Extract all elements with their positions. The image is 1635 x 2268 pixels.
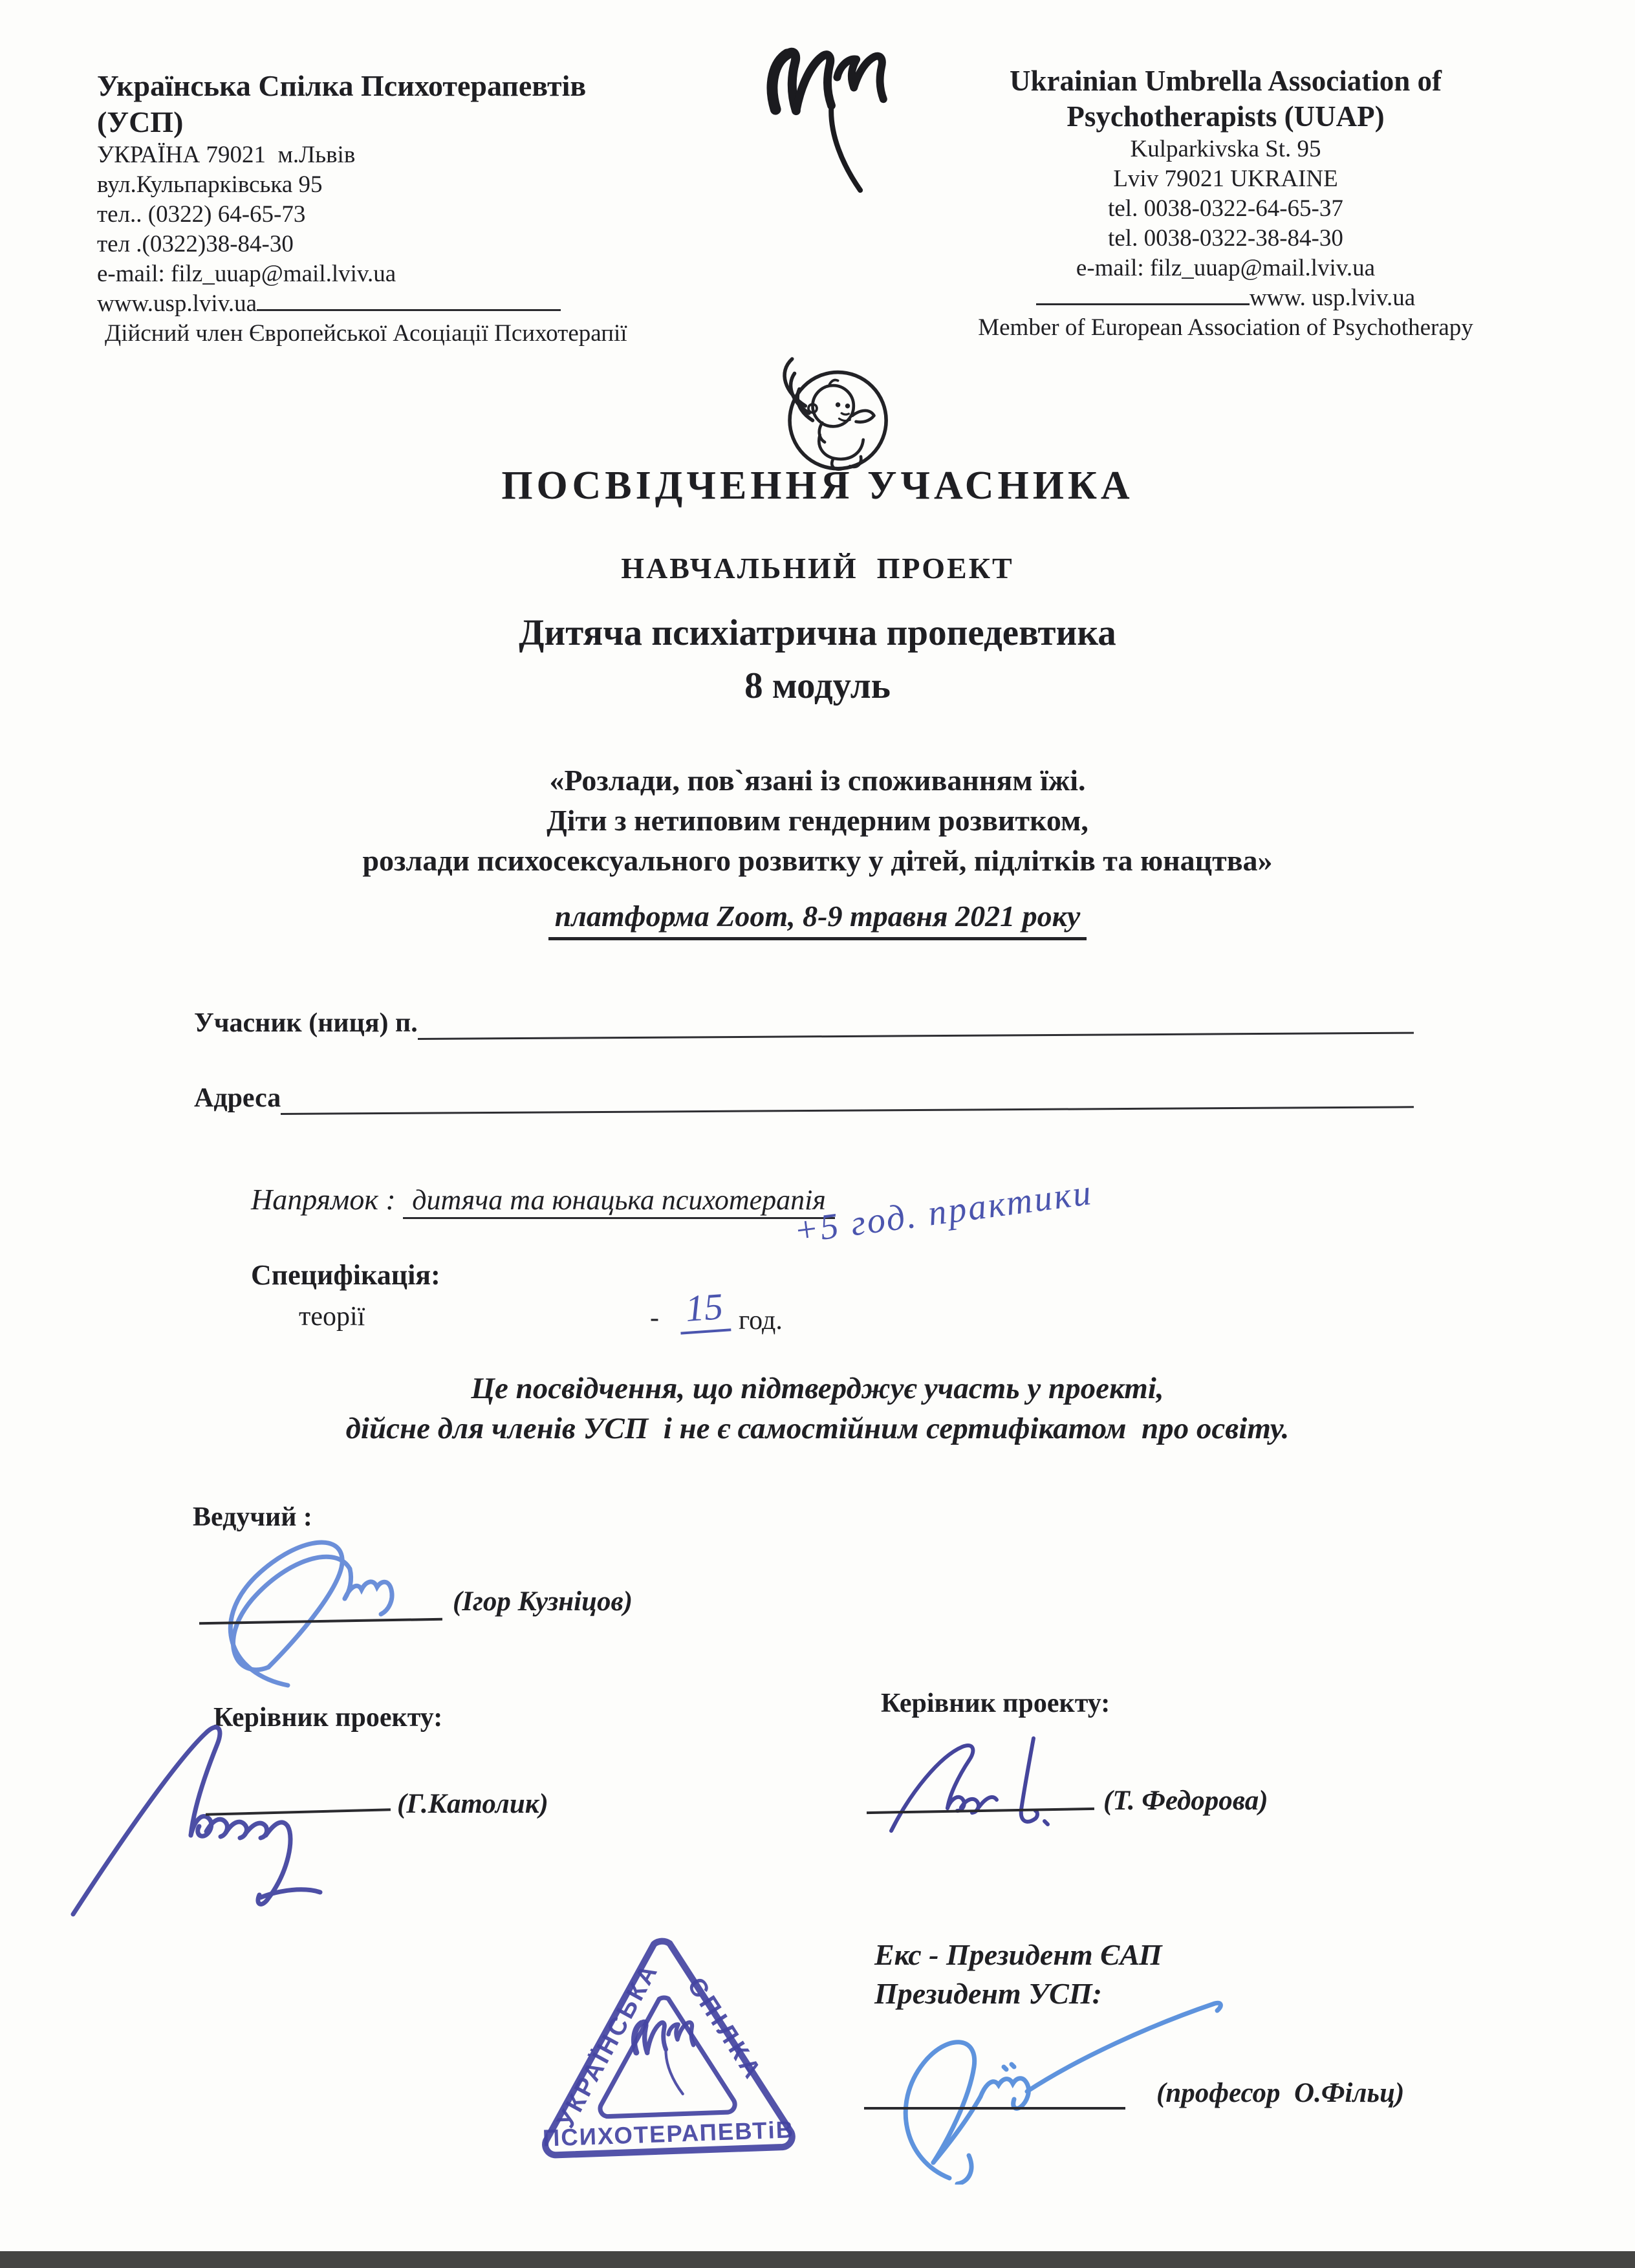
- theory-dash: -: [650, 1303, 659, 1333]
- direction-value: дитяча та юнацька психотерапія: [403, 1184, 835, 1219]
- direction-label: Напрямок :: [251, 1183, 396, 1216]
- ruled-line: [1036, 284, 1250, 305]
- stamp-text-left: УКРАЇНСЬКА: [552, 1958, 664, 2133]
- org-address-uk-2: вул.Кульпарківська 95: [97, 171, 323, 198]
- theme-line3: розлади психосексуального розвитку у дітей, підлітків та юнацтва»: [362, 844, 1273, 877]
- signature-fedorova: [875, 1731, 1092, 1844]
- signature-katolyk: [67, 1709, 403, 1922]
- handwritten-practice-note: +5 год. практики: [791, 1172, 1096, 1252]
- stamp-text-right: СПІЛКА: [681, 1972, 768, 2087]
- org-address-en-1: Kulparkivska St. 95: [1130, 136, 1321, 162]
- address-blank-line: [281, 1076, 1414, 1115]
- signature-kuznitsov: [191, 1518, 462, 1693]
- hours-unit-label: год.: [739, 1306, 783, 1335]
- stamp-center-monogram-icon: [633, 2020, 695, 2096]
- statement-line2: дійсне для членів УСП і не є самостійним сертифікатом про освіту.: [345, 1412, 1290, 1445]
- org-name-en-2: Psychotherapists (UUAP): [1067, 100, 1385, 133]
- org-phone-uk-2: тел .(0322)38-84-30: [97, 231, 294, 257]
- project-lead-right-name: (Т. Федорова): [1103, 1786, 1268, 1816]
- org-phone-en-2: tel. 0038-0322-38-84-30: [1108, 225, 1343, 252]
- org-address-en-2: Lviv 79021 UKRAINE: [1113, 166, 1338, 192]
- president-title-line1: Екс - Президент ЄАП: [874, 1938, 1162, 1971]
- platform-date: платформа Zoom, 8-9 травня 2021 року: [548, 899, 1087, 940]
- facilitator-label: Ведучий :: [193, 1502, 312, 1532]
- triangular-stamp-icon: [526, 1916, 805, 2183]
- specification-label: Специфікація:: [251, 1259, 440, 1291]
- org-website-en-row: [933, 283, 1519, 313]
- org-email-en: e-mail: filz_uuap@mail.lviv.ua: [1076, 255, 1376, 281]
- project-type-title: НАВЧАЛЬНИЙ ПРОЕКТ: [621, 552, 1014, 585]
- direction-row: [251, 1182, 835, 1216]
- org-website-en: www. usp.lviv.ua: [1249, 285, 1416, 311]
- org-name-uk: Українська Спілка Психотерапевтів: [97, 69, 587, 102]
- org-abbr-uk: (УСП): [97, 105, 184, 138]
- org-phone-uk-1: тел.. (0322) 64-65-73: [97, 201, 306, 228]
- org-phone-en-1: tel. 0038-0322-64-65-37: [1108, 195, 1343, 222]
- participant-row: [194, 1006, 1414, 1040]
- stamp-text-bottom: ПСИХОТЕРАПЕВТіВ: [542, 2116, 795, 2152]
- signature-line: [864, 2107, 1125, 2110]
- project-lead-left-label: Керівник проекту:: [213, 1703, 443, 1733]
- project-lead-right-label: Керівник проекту:: [881, 1689, 1110, 1718]
- theory-label: теорії: [299, 1302, 365, 1332]
- org-membership-uk: Дійсний член Європейської Асоціації Психотерапії: [105, 320, 627, 347]
- theory-hours-handwritten: 15: [678, 1284, 731, 1334]
- org-website-uk: www.usp.lviv.ua: [97, 290, 257, 317]
- participant-label: Учасник (ниця) п.: [194, 1008, 418, 1038]
- statement-line1: Це посвідчення, що підтверджує участь у проекті,: [471, 1372, 1164, 1405]
- ruled-line: [257, 290, 561, 311]
- course-title-line2: 8 модуль: [744, 665, 891, 706]
- address-label: Адреса: [194, 1083, 281, 1113]
- scan-edge-band: [0, 2251, 1635, 2268]
- org-email-uk: e-mail: filz_uuap@mail.lviv.ua: [97, 261, 396, 287]
- participant-blank-line: [417, 1002, 1414, 1040]
- president-title-line2: Президент УСП:: [874, 1977, 1102, 2010]
- org-block-ukrainian: [97, 68, 692, 349]
- org-membership-en: Member of European Association of Psychotherapy: [978, 314, 1473, 341]
- org-website-uk-row: [97, 289, 692, 319]
- certificate-title: ПОСВІДЧЕННЯ УЧАСНИКА: [501, 464, 1134, 508]
- facilitator-name: (Ігор Кузніцов): [453, 1586, 633, 1617]
- project-lead-left-name: (Г.Католик): [397, 1789, 548, 1819]
- president-name: (професор О.Фільц): [1156, 2078, 1405, 2108]
- platform-date-row: [0, 899, 1635, 940]
- org-block-english: [933, 63, 1519, 343]
- course-title-line1: Дитяча психіатрична пропедевтика: [519, 612, 1116, 653]
- theme-line2: Діти з нетиповим гендерним розвитком,: [547, 804, 1088, 837]
- theme-line1: «Розлади, пов`язані із споживанням їжі.: [549, 764, 1086, 797]
- usp-monogram-logo-icon: [763, 38, 896, 204]
- address-row: [194, 1081, 1414, 1115]
- org-name-en-1: Ukrainian Umbrella Association of: [1010, 65, 1442, 97]
- org-address-uk-1: УКРАЇНА 79021 м.Львів: [97, 142, 356, 168]
